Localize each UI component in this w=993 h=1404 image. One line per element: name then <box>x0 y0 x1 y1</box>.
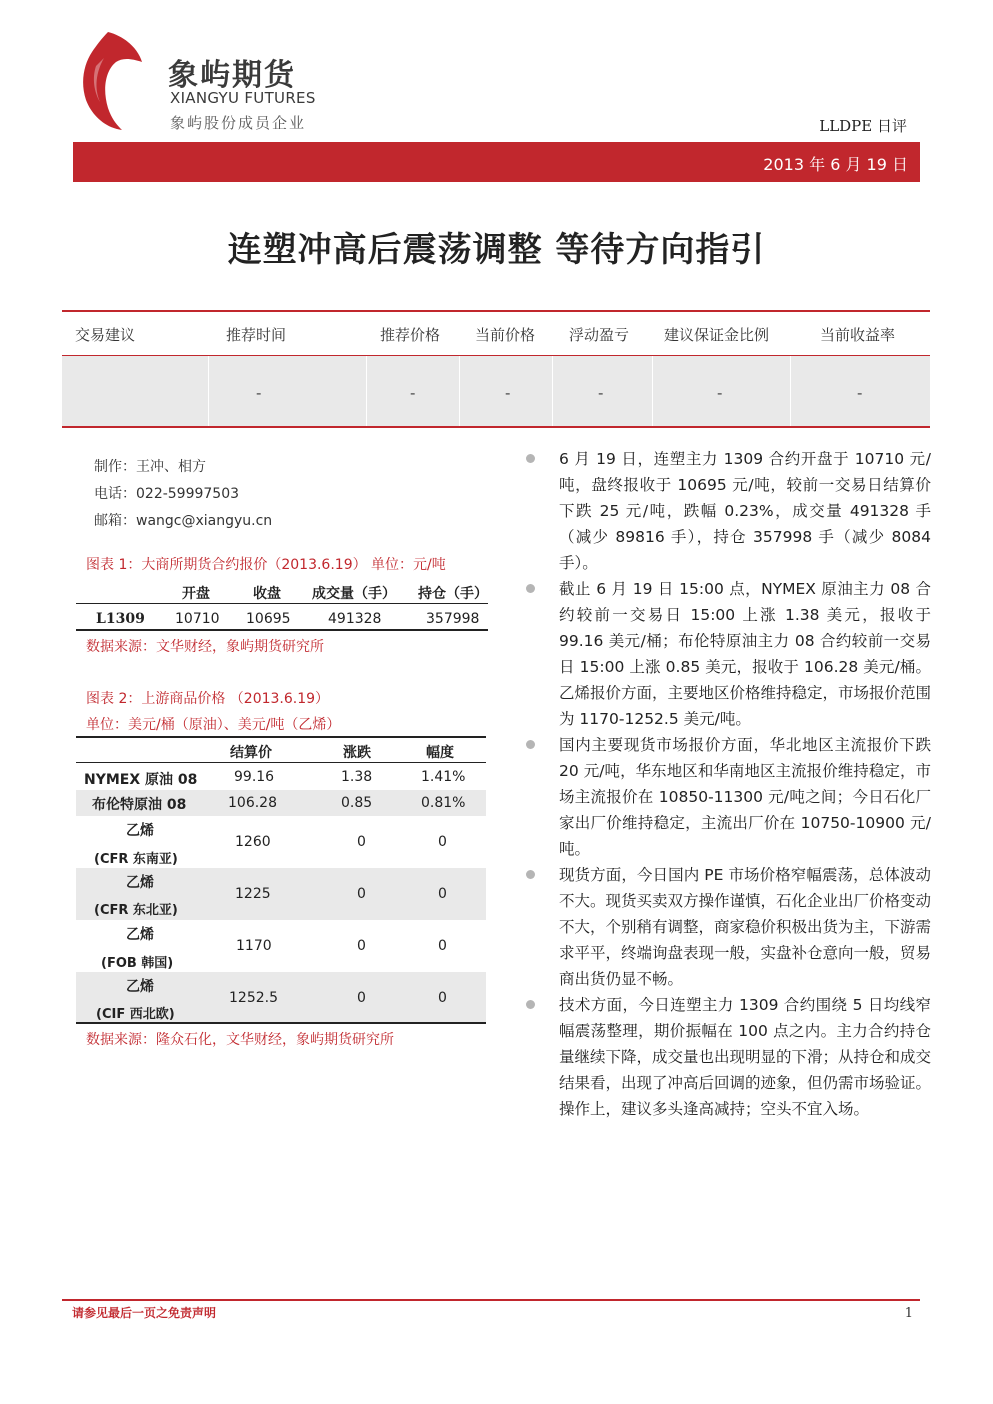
table-row <box>76 764 486 790</box>
row-price: 1225 <box>235 886 271 902</box>
header-floating-pnl: 浮动盈亏 <box>569 326 630 344</box>
column-divider <box>366 356 367 426</box>
brand-logo-icon <box>78 28 144 132</box>
page-title: 连塑冲高后震荡调整 等待方向指引 <box>227 230 766 270</box>
table-row <box>76 790 486 816</box>
author-phone: 电话：022-59997503 <box>94 486 240 502</box>
table-rule <box>76 762 486 763</box>
table-row <box>76 816 486 868</box>
report-type: LLDPE 日评 <box>819 117 907 135</box>
row-change: 0 <box>357 834 366 850</box>
table-rule <box>76 736 486 738</box>
brand-name-en: XIANGYU FUTURES <box>170 89 316 107</box>
date-banner <box>73 142 920 182</box>
row-name: 乙烯 <box>126 927 154 943</box>
header-change: 涨跌 <box>343 745 371 761</box>
figure2-unit: 单位：美元/桶（原油）、美元/吨（乙烯） <box>86 717 341 733</box>
author-email[interactable]: 邮箱：wangc@xiangyu.cn <box>94 513 273 529</box>
value-rec-time: - <box>256 384 262 402</box>
page-number: 1 <box>904 1306 913 1321</box>
paragraph-crude-oil: 截止 6 月 19 日 15:00 点，NYMEX 原油主力 08 合约较前一交易日 15:00 上涨 1.38 美元，报收于 99.16 美元/桶；布伦特原油主力 08 合约较前一交易日 15:00 上涨 0.85 美元，报收于 106.28 美元/桶。乙烯报价方面，主要地区价格维持稳定，市场报价范围为 1170-1252.5 美元/吨。 <box>559 580 932 728</box>
row-change: 0 <box>357 990 366 1006</box>
row-pct: 1.41% <box>421 769 466 785</box>
footer-rule <box>62 1299 920 1301</box>
table-rule <box>62 310 930 312</box>
row-price: 1170 <box>236 938 272 954</box>
row-name: NYMEX 原油 08 <box>84 772 198 788</box>
header-rec-price: 推荐价格 <box>380 326 441 344</box>
paragraph-domestic-spot: 国内主要现货市场报价方面，华北地区主流报价下跌 20 元/吨，华东地区和华南地区主流报价维持稳定，市场主流报价在 10850-11300 元/吨之间；今日石化厂家出厂价维持稳定，主流出厂价在 10750-10900 元/吨。 <box>559 736 931 858</box>
row-pct: 0 <box>438 834 447 850</box>
row-pct: 0 <box>438 990 447 1006</box>
bullet-icon <box>526 870 535 879</box>
column-divider <box>459 356 460 426</box>
paragraph-technical: 技术方面，今日连塑主力 1309 合约围绕 5 日均线窄幅震荡整理，期价振幅在 100 点之内。主力合约持仓量继续下降，成交量也出现明显的下滑；从持仓和成交结果看，出现了冲高后回调的迹象，但仍需市场验证。操作上，建议多头逢高减持；空头不宜入场。 <box>559 996 932 1118</box>
contract-name: L1309 <box>96 611 145 627</box>
open-value: 10710 <box>175 611 220 627</box>
column-divider <box>552 356 553 426</box>
header-pct: 幅度 <box>426 745 454 761</box>
row-price: 1252.5 <box>229 990 278 1006</box>
table-rule <box>76 629 488 631</box>
header-current-price: 当前价格 <box>475 326 536 344</box>
table-row <box>76 972 486 1022</box>
row-name: 乙烯 <box>126 875 154 891</box>
value-floating-pnl: - <box>598 384 604 402</box>
bullet-icon <box>526 740 535 749</box>
table-rule <box>76 1022 486 1024</box>
brand-subtitle: 象屿股份成员企业 <box>170 114 307 132</box>
row-region: (FOB 韩国) <box>101 956 174 971</box>
column-divider <box>790 356 791 426</box>
column-divider <box>208 356 209 426</box>
upstream-price-table <box>76 736 486 1022</box>
table-body <box>62 356 930 426</box>
row-change: 0 <box>357 938 366 954</box>
row-name: 乙烯 <box>126 823 154 839</box>
value-rec-price: - <box>410 384 416 402</box>
bullet-icon <box>526 1000 535 1009</box>
value-current-price: - <box>505 384 511 402</box>
row-pct: 0 <box>438 886 447 902</box>
table-rule <box>62 426 930 428</box>
figure1-caption: 图表 1：大商所期货合约报价（2013.6.19） 单位：元/吨 <box>86 557 446 573</box>
bullet-icon <box>526 584 535 593</box>
value-current-return: - <box>857 384 863 402</box>
row-change: 0.85 <box>341 795 373 811</box>
futures-quote-table <box>76 577 488 629</box>
row-pct: 0.81% <box>421 795 466 811</box>
report-date: 2013 年 6 月 19 日 <box>763 155 908 174</box>
table-row <box>76 920 486 972</box>
disclaimer-link[interactable]: 请参见最后一页之免责声明 <box>72 1306 217 1320</box>
row-region: (CFR 东南亚) <box>94 852 178 867</box>
row-price: 1260 <box>235 834 271 850</box>
row-pct: 0 <box>438 938 447 954</box>
row-price: 99.16 <box>234 769 275 785</box>
table-row <box>76 868 486 920</box>
bullet-icon <box>526 454 535 463</box>
header-volume: 成交量（手） <box>312 586 396 602</box>
recommendation-table <box>62 310 930 428</box>
header-margin-ratio: 建议保证金比例 <box>664 326 770 344</box>
row-price: 106.28 <box>228 795 277 811</box>
header-settlement: 结算价 <box>230 745 272 761</box>
column-divider <box>652 356 653 426</box>
brand-name-cn: 象屿期货 <box>168 58 296 93</box>
row-name: 布伦特原油 08 <box>92 797 187 813</box>
row-region: (CIF 西北欧) <box>96 1007 175 1022</box>
header-close: 收盘 <box>253 586 281 602</box>
author-names: 制作：王冲、相方 <box>94 459 206 475</box>
paragraph-lldpe-summary: 6 月 19 日，连塑主力 1309 合约开盘于 10710 元/吨，盘终报收于 10695 元/吨，较前一交易日结算价下跌 25 元/吨，跌幅 0.23%，成交量 491328 手（减少 89816 手），持仓 357998 手（减少 8084 手）。 <box>559 450 931 572</box>
row-region: (CFR 东北亚) <box>94 903 178 918</box>
volume-value: 491328 <box>328 611 382 627</box>
open-interest-value: 357998 <box>426 611 480 627</box>
header-open-interest: 持仓（手） <box>418 586 488 602</box>
header-rec-time: 推荐时间 <box>226 326 287 344</box>
figure2-source: 数据来源：隆众石化，文华财经，象屿期货研究所 <box>86 1032 394 1048</box>
figure2-caption: 图表 2：上游商品价格 （2013.6.19） <box>86 691 330 707</box>
row-change: 1.38 <box>341 769 373 785</box>
row-name: 乙烯 <box>126 979 154 995</box>
paragraph-spot-market: 现货方面，今日国内 PE 市场价格窄幅震荡，总体波动不大。现货买卖双方操作谨慎，石化企业出厂价格变动不大，个别稍有调整，商家稳价积极出货为主，下游需求平平，终端询盘表现一般，实盘补仓意向一般，贸易商出货仍显不畅。 <box>559 866 932 988</box>
row-change: 0 <box>357 886 366 902</box>
close-value: 10695 <box>246 611 291 627</box>
header-open: 开盘 <box>182 586 210 602</box>
header-current-return: 当前收益率 <box>820 326 896 344</box>
header-trade-advice: 交易建议 <box>75 326 136 344</box>
figure1-source: 数据来源：文华财经，象屿期货研究所 <box>86 639 324 655</box>
value-margin-ratio: - <box>717 384 723 402</box>
table-rule <box>76 603 488 604</box>
